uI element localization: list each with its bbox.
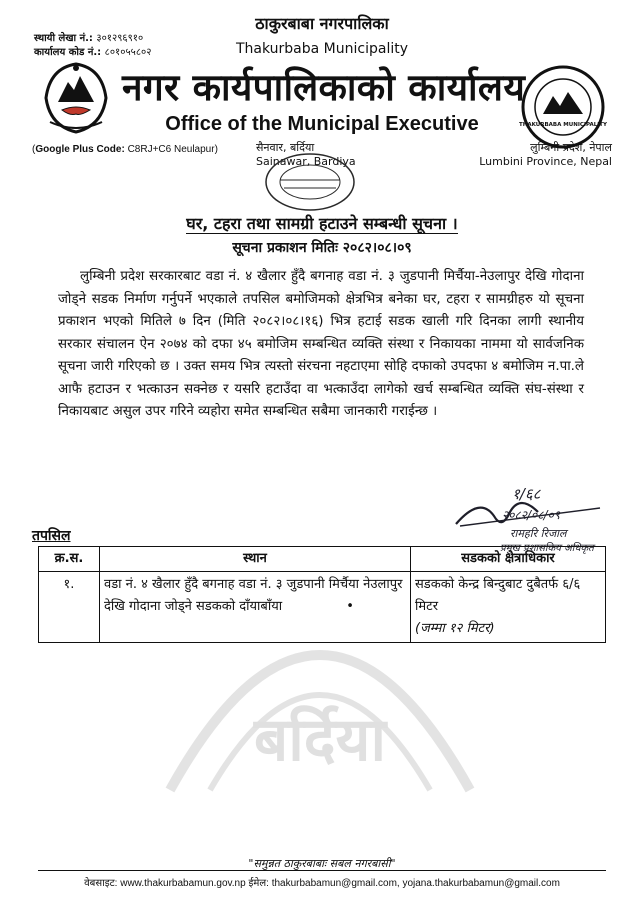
place-mark: • [346, 599, 354, 614]
email-links[interactable]: thakurbabamun@gmail.com, yojana.thakurbabamun@gmail.com [271, 878, 560, 889]
permanent-account-number: स्थायी लेखा नं.: ३०१२९६९१० [34, 33, 144, 44]
notice-title: घर, टहरा तथा सामग्री हटाउने सम्बन्धी सूचना । [186, 214, 458, 233]
schedule-table [38, 546, 606, 643]
google-plus-code: (Google Plus Code: C8RJ+C6 Neulapur) [32, 144, 218, 155]
footer-motto: "समुन्नत ठाकुरबाबाः सबल नगरबासी" [248, 857, 396, 870]
signatory-name: रामहरि रिजाल [510, 527, 567, 540]
jurisdiction-cell: सडकको केन्द्र बिन्दुबाट दुबैतर्फ ६/६ मिटर (जम्मा १२ मिटर) [411, 572, 606, 643]
municipality-name-en: Thakurbaba Municipality [235, 41, 408, 57]
place-cell: वडा नं. ४ खैलार हुँदै बगनाह वडा नं. ३ जुडपानी मिर्चैया नेउलापुर देखि गोदाना जोड्ने सडकको दाँयाबाँया • [100, 572, 411, 643]
signatory-title: प्रमुख प्रशासकिय अधिकृत [500, 543, 594, 554]
municipality-name-np: ठाकुरबाबा नगरपालिका [255, 14, 389, 33]
signature-date: २०८२/०८/०९ [502, 508, 561, 522]
footer-divider [38, 870, 606, 871]
municipality-logo-text: THAKURBABA MUNICIPALITY [518, 122, 608, 128]
municipality-logo-icon [518, 62, 608, 152]
notice-body: लुम्बिनी प्रदेश सरकारबाट वडा नं. ४ खैलार हुँदै बगनाह वडा नं. ३ जुडपानी मिर्चैया-नेउलापुर देखि गोदाना जोड्ने सडक निर्माण गर्नुपर्ने भएकाले तपसिल बमोजिमको क्षेत्रभित्र बनेका घर, टहरा र सामग्रीहरु यो सूचना प्रकाशन भएको मितिले ७ दिन (मिति २०८२।०८।१६) भित्र हटाई सडक खाली गरि दिनका लागी स्थानीय सरकार संचालन ऐन २०७४ को दफा ४५ बमोजिम सम्बन्धित व्यक्ति संस्था र निकायका नाममा यो सार्वजनिक सूचना जारी गरिएको छ । उक्त समय भित्र त्यस्तो संरचना नहटाएमा सोहि दफाको उपदफा ४ बमोजिम न.पा.ले आफै हटाउन र भत्काउन सक्नेछ र यसरि हटाउँदा वा भत्काउँदा लागेको खर्च सम्बन्धित व्यक्ति संघ-संस्था र निकायबाट असुल उपर गरिने व्यहोरा समेत सम्बन्धित सबैमा जानकारी गराईन्छ । [58, 269, 584, 419]
footer-contact: वेबसाइट: www.thakurbabamun.gov.np ईमेल: thakurbabamun@gmail.com, yojana.thakurbabamun@gmail.com [84, 878, 560, 889]
office-title-np: नगर कार्यपालिकाको कार्यालय [122, 66, 526, 109]
office-code: कार्यालय कोड नं.: ८०१०५५८०२ [34, 47, 152, 58]
website-link[interactable]: www.thakurbabamun.gov.np [120, 878, 246, 889]
province-location: लुम्बिनी प्रदेश, नेपाल Lumbini Province, Nepal [479, 141, 612, 168]
column-header: स्थान [100, 547, 411, 572]
publication-date: सूचना प्रकाशन मितिः २०८२।०८।०९ [232, 240, 412, 256]
schedule-heading: तपसिल [32, 528, 71, 544]
office-title-en: Office of the Municipal Executive [165, 113, 479, 135]
column-header: सडकको क्षेत्राधिकार [411, 547, 606, 572]
center-location: सैनवार, बर्दिया Sainawar, Bardiya [256, 141, 356, 168]
table-row [39, 572, 606, 643]
office-stamp-icon [262, 150, 358, 214]
column-header: क्र.स. [39, 547, 100, 572]
serial-number: १. [39, 572, 100, 643]
watermark-text: बर्दिया [254, 705, 386, 775]
signature-mark: १/६८ [512, 485, 541, 503]
